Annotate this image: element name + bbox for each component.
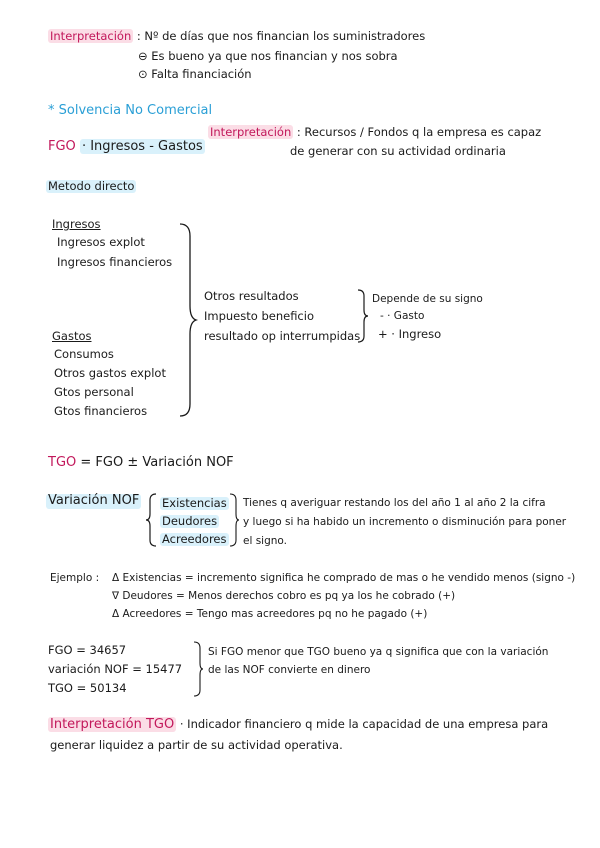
- tgo-interpretation: [48, 718, 548, 733]
- method-label: Metodo directo: [48, 179, 135, 193]
- variacion-item: Deudores: [162, 514, 218, 528]
- nof-brace-icon: [144, 492, 158, 548]
- ejemplo-label: Ejemplo :: [50, 572, 100, 584]
- fgo-label: FGO: [48, 139, 76, 154]
- calc-tgo: TGO = 50134: [48, 681, 127, 695]
- ingresos-title: Ingresos: [52, 217, 101, 231]
- nof-note-brace-icon: [228, 492, 240, 548]
- calc-fgo: FGO = 34657: [48, 643, 127, 657]
- tgo-interp-label: Interpretación TGO: [50, 717, 175, 732]
- tgo-formula-line: [48, 456, 234, 471]
- signo-note-plus: + · Ingreso: [378, 327, 442, 341]
- interpretation-text: : Nº de días que nos financian los suministradores: [136, 29, 426, 43]
- fgo-formula: · Ingresos - Gastos: [81, 139, 203, 154]
- fgo-interp-line1: : Recursos / Fondos q la empresa es capaz: [296, 125, 542, 139]
- minus-note: ⊖ Es bueno ya que nos financian y nos sobra: [138, 49, 398, 63]
- tgo-interp-line1: · Indicador financiero q mide la capacidad de una empresa para: [179, 717, 549, 731]
- fgo-interp-line2: de generar con su actividad ordinaria: [290, 144, 506, 158]
- plus-note: ⊙ Falta financiación: [138, 67, 252, 81]
- fgo-interpretation: [208, 126, 541, 139]
- solvencia-heading: * Solvencia No Comercial: [48, 103, 213, 118]
- otros-item: Impuesto beneficio: [204, 309, 314, 323]
- gastos-item: Gtos financieros: [54, 404, 148, 418]
- small-brace-icon: [356, 288, 370, 344]
- variacion-nof-label: Variación NOF: [48, 493, 140, 508]
- gastos-item: Otros gastos explot: [54, 366, 166, 380]
- signo-note-minus: - · Gasto: [380, 310, 425, 322]
- ejemplo-line: ∇ Deudores = Menos derechos cobro es pq ya los he cobrado (+): [112, 590, 456, 602]
- variacion-item: Existencias: [162, 496, 227, 510]
- tgo-interp-line2: generar liquidez a partir de su actividad operativa.: [50, 738, 343, 752]
- tgo-label: TGO: [48, 455, 77, 470]
- ejemplo-line: Δ Existencias = incremento significa he comprado de mas o he vendido menos (signo -): [112, 572, 576, 584]
- fgo-interp-label: Interpretación: [210, 125, 292, 139]
- ingresos-item: Ingresos financieros: [57, 255, 173, 269]
- gastos-item: Gtos personal: [54, 385, 134, 399]
- gastos-title: Gastos: [52, 329, 92, 343]
- signo-note-title: Depende de su signo: [372, 293, 483, 305]
- calc-brace-icon: [192, 640, 204, 698]
- otros-item: resultado op interrumpidas: [204, 329, 361, 343]
- ejemplo-line: Δ Acreedores = Tengo mas acreedores pq no he pagado (+): [112, 608, 428, 620]
- nof-note-line1: Tienes q averiguar restando los del año 1 al año 2 la cifra: [243, 497, 546, 509]
- interpretation-label: Interpretación: [50, 29, 132, 43]
- interpretation-line: [48, 30, 425, 43]
- calc-note-line1: Si FGO menor que TGO bueno ya q significa que con la variación: [208, 646, 549, 658]
- calc-var: variación NOF = 15477: [48, 662, 183, 676]
- calc-note-line2: de las NOF convierte en dinero: [208, 664, 371, 676]
- nof-note-line3: el signo.: [243, 535, 287, 547]
- gastos-item: Consumos: [54, 347, 114, 361]
- nof-note-line2: y luego si ha habido un incremento o disminución para poner: [243, 516, 567, 528]
- ingresos-item: Ingresos explot: [57, 235, 145, 249]
- tgo-formula: = FGO ± Variación NOF: [80, 455, 234, 470]
- variacion-item: Acreedores: [162, 532, 227, 546]
- otros-item: Otros resultados: [204, 289, 299, 303]
- brace-icon: [176, 222, 200, 418]
- fgo-formula-line: [48, 140, 205, 155]
